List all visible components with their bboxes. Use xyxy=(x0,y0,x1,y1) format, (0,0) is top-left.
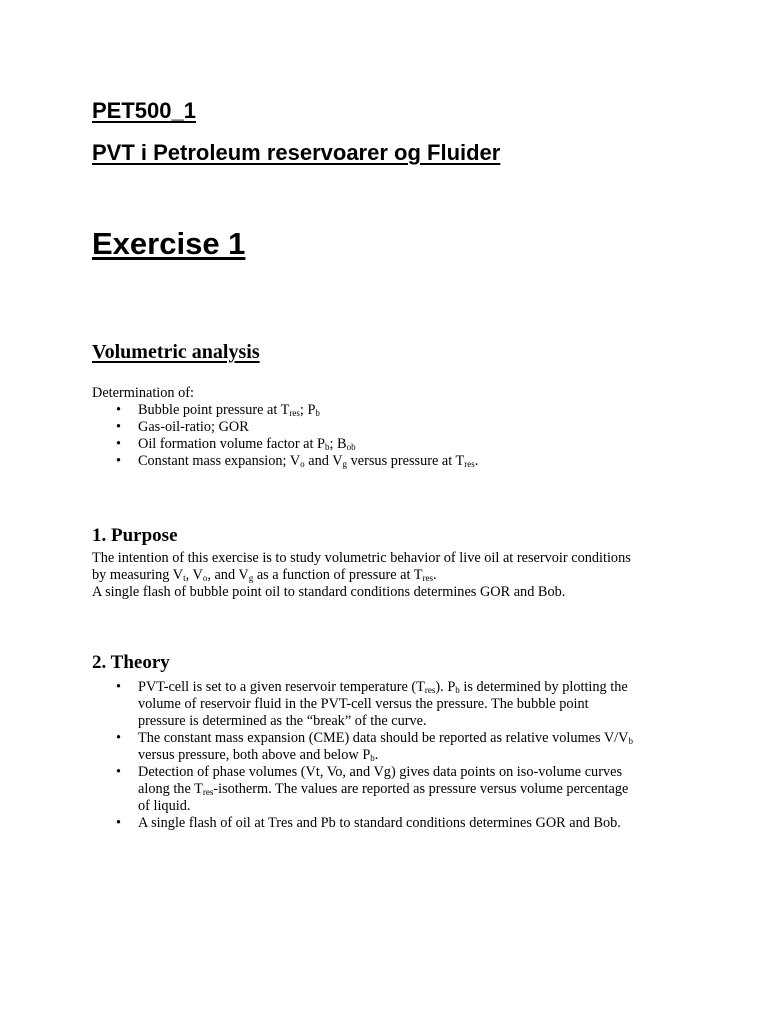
determination-label: Determination of: xyxy=(92,385,195,401)
course-code: PET500_1 xyxy=(92,98,196,123)
purpose-line: A single flash of bubble point oil to standard conditions determines GOR and Bob. xyxy=(92,584,566,600)
theory-heading: 2. Theory xyxy=(92,652,170,673)
bullet-icon: • xyxy=(116,419,122,435)
list-item: • Constant mass expansion; $V_o$ and $V_g$ versus pressure at $T_{res}$. xyxy=(116,453,479,469)
bullet-icon: • xyxy=(116,730,122,746)
purpose-heading: 1. Purpose xyxy=(92,525,178,546)
purpose-line: by measuring $V_t$, $V_o$, and $V_g$ as a function of pressure at $T_{res}$. xyxy=(92,567,437,583)
exercise-title: Exercise 1 xyxy=(92,226,246,261)
list-item: • Detection of phase volumes (Vt, Vo, and Vg) gives data points on iso-volume curves along the $T_{res}$-isotherm. The values are reported as pressure versus volume percentage of liquid. xyxy=(116,764,629,814)
list-item: • The constant mass expansion (CME) data should be reported as relative volumes $V/V_b$ versus pressure, both above and below $P_b$. xyxy=(116,730,633,763)
bullet-icon: • xyxy=(116,679,122,695)
list-item: • Oil formation volume factor at $P_b$; $B_{ob}$ xyxy=(116,436,356,452)
list-item: • PVT-cell is set to a given reservoir temperature $(T_{res})$. $P_b$ is determined by plotting the volume of reservoir fluid in the PVT-cell versus the pressure. The bubble point pressure is determined as the “break” of the curve. xyxy=(116,679,628,729)
bullet-icon: • xyxy=(116,402,122,418)
list-item: • A single flash of oil at Tres and Pb to standard conditions determines GOR and Bob. xyxy=(116,815,621,831)
bullet-icon: • xyxy=(116,453,122,469)
bullet-icon: • xyxy=(116,815,122,831)
list-item: • Bubble point pressure at $T_{res}$; $P_b$ xyxy=(116,402,320,418)
list-item: • Gas-oil-ratio; GOR xyxy=(116,419,249,435)
course-title: PVT i Petroleum reservoarer og Fluider xyxy=(92,140,501,165)
bullet-icon: • xyxy=(116,436,122,452)
purpose-line: The intention of this exercise is to study volumetric behavior of live oil at reservoir conditions xyxy=(92,550,631,566)
determination-list xyxy=(92,402,478,470)
bullet-icon: • xyxy=(116,764,122,780)
volumetric-heading: Volumetric analysis xyxy=(92,341,260,363)
theory-list xyxy=(92,679,633,832)
purpose-paragraph xyxy=(92,550,631,601)
